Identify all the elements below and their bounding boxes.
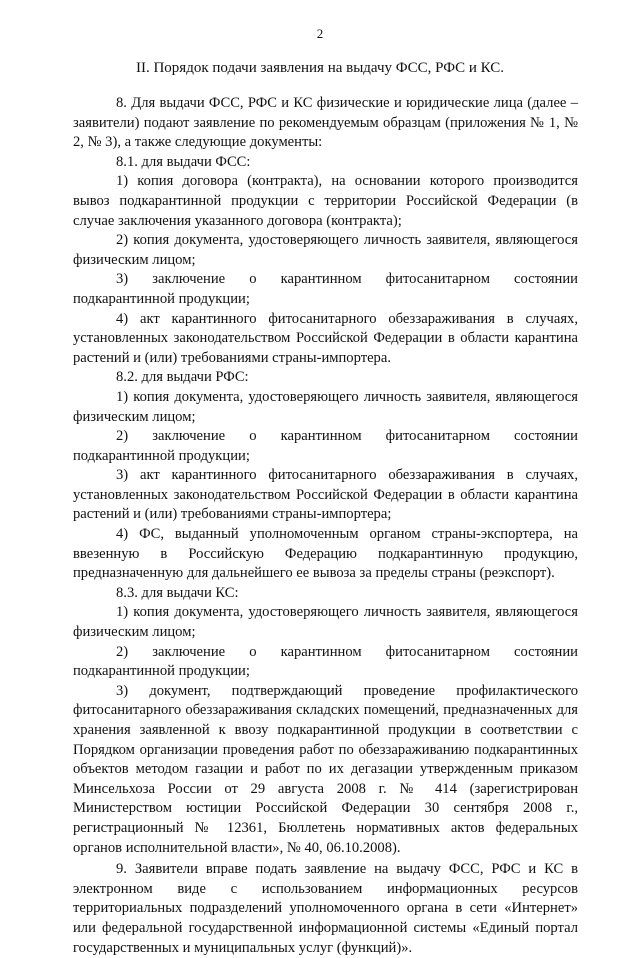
paragraph-8-3-item-2: 2) заключение о карантинном фитосанитарном состоянии подкарантинной продукции; (73, 643, 578, 680)
paragraph-8: 8. Для выдачи ФСС, РФС и КС физические и юридические лица (далее – заявители) подают заявление по рекомендуемым образцам (приложения № 1, № 2, № 3), а также следующие документы: (73, 95, 578, 151)
paragraph-8-2: 8.2. для выдачи РФС: (116, 369, 249, 386)
paragraph-9: 9. Заявители вправе подать заявление на выдачу ФСС, РФС и КС в электронном виде с использованием информационных ресурсов территориальных подразделений уполномоченного органа в сети «Интернет» или федеральной государственной информационной системы «Единый портал государственных и муниципальных услуг (функций)». (73, 861, 578, 956)
paragraph-8-1-item-2: 2) копия документа, удостоверяющего личность заявителя, являющегося физическим лицом; (73, 232, 578, 268)
paragraph-8-2-item-2: 2) заключение о карантинном фитосанитарном состоянии подкарантинной продукции; (73, 428, 578, 464)
paragraph-8-3: 8.3. для выдачи КС: (116, 584, 239, 601)
paragraph-8-1-item-4: 4) акт карантинного фитосанитарного обеззараживания в случаях, установленных законодательством Российской Федерации в области карантина растений и (или) требованиями страны-импортера. (73, 310, 578, 366)
paragraph-8-3-item-1: 1) копия документа, удостоверяющего личность заявителя, являющегося физическим лицом; (73, 604, 578, 641)
paragraph-8-1-item-3: 3) заключение о карантинном фитосанитарном состоянии подкарантинной продукции; (73, 271, 578, 307)
page-number: 2 (316, 26, 324, 41)
paragraph-8-2-item-4: 4) ФС, выданный уполномоченным органом страны-экспортера, на ввезенную в Российскую Федерацию подкарантинную продукцию, предназначенную для дальнейшего ее вывоза за пределы страны (реэкспорт). (73, 526, 578, 582)
paragraph-8-1-item-1: 1) копия договора (контракта), на основании которого производится вывоз подкарантинной продукции с территории Российской Федерации (в случае заключения указанного договора (контракта); (73, 173, 578, 229)
paragraph-8-3-item-3: 3) документ, подтверждающий проведение профилактического фитосанитарного обеззараживания складских помещений, предназначенных для хранения заявленной к ввозу подкарантинной продукции в соответствии с Порядком организации проведения работ по обеззараживанию подкарантинных объектов методом газации и работ по их дегазации утвержденным приказом Минсельхоза России от 29 августа 2008 г. № 414 (зарегистрирован Министерством юстиции Российской Федерации 30 сентября 2008 г., регистрационный № 12361, Бюллетень нормативных актов федеральных органов исполнительной власти», № 40, 06.10.2008). (73, 682, 578, 856)
section-heading: II. Порядок подачи заявления на выдачу ФСС, РФС и КС. (135, 60, 504, 76)
document-body (73, 94, 578, 958)
paragraph-8-2-item-3: 3) акт карантинного фитосанитарного обеззараживания в случаях, установленных законодательством Российской Федерации в области карантина растений и (или) требованиями страны-импортера; (73, 467, 578, 523)
paragraph-8-1: 8.1. для выдачи ФСС: (116, 153, 251, 170)
paragraph-8-2-item-1: 1) копия документа, удостоверяющего личность заявителя, являющегося физическим лицом; (73, 388, 578, 425)
